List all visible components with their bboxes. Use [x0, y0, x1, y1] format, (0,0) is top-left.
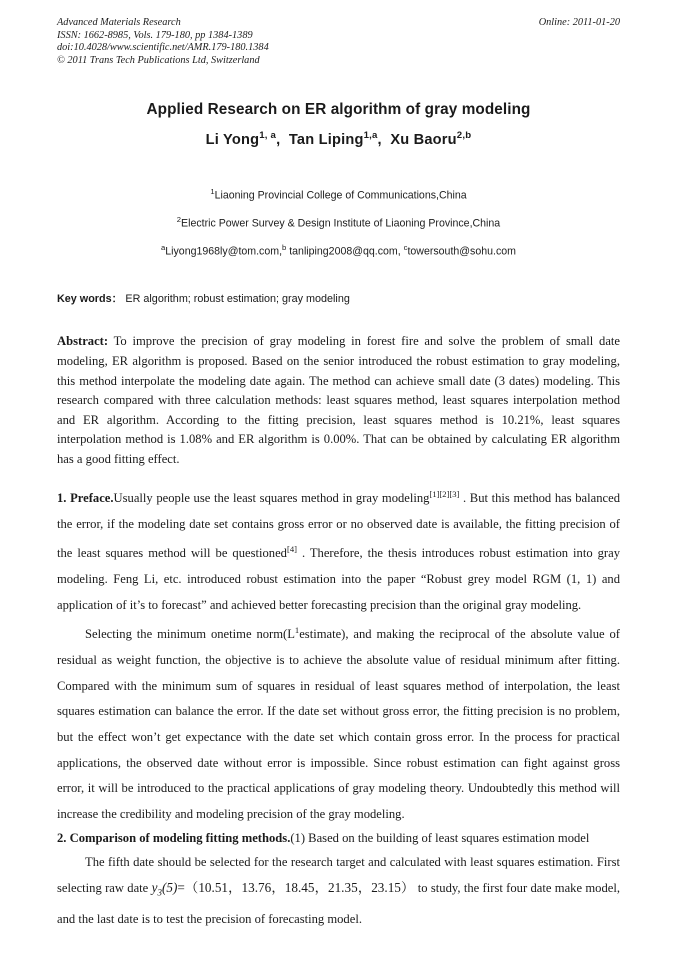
affiliation-1-text: Liaoning Provincial College of Communications,China [214, 189, 467, 202]
formula-argument: (5) [161, 880, 178, 896]
online-date: Online: 2011-01-20 [538, 17, 620, 28]
journal-copyright: © 2011 Trans Tech Publications Ltd, Switzerland [57, 54, 260, 66]
author-1-name: Li Yong [205, 132, 260, 149]
citation-1-2-3: [1][2][3] [429, 489, 460, 500]
affiliations-block [57, 180, 620, 264]
paper-title: Applied Research on ER algorithm of gray modeling [146, 101, 531, 119]
formula-y3-5 [151, 880, 415, 898]
preface-text-3: . Therefore, the thesis introduces robust estimation into gray modeling. Feng Li, etc. introduced robust estimation into the paper “Robust grey model RGM (1, 1) and application of it’s to forecast” and achieved better forecasting precision than the original gray modeling. [57, 546, 620, 612]
selecting-text-2: estimate), and making the reciprocal of the absolute value of residual as weight function, the objective is to achieve the absolute value of residual minimum after fitting. Compared with the minimum sum of squares in residual of least squares method of interpolation, the least squares estimation can balance the error. If the date set without gross error, the fitting precision is no problem, but the effect won’t get expectance with the date set which contain gross error. In the process for practical applications, the observed date without error is impossible. Since robust estimation can fight against gross error, it will be introduced to the practical applications of gray modeling theory. Undoubtedly this method will increase the credibility and modeling precision of the gray modeling. [57, 627, 621, 821]
l-norm-superscript: 1 [294, 625, 300, 636]
author-2-superscript: 1,a [363, 130, 378, 142]
affiliation-2-marker: 2 [176, 215, 182, 225]
fifth-date-text-2: to study, the first four date make model, and the last date is to test the precision of forecasting model. [57, 881, 621, 926]
email-c[interactable]: towersouth@sohu.com [407, 245, 516, 258]
journal-issn: ISSN: 1662-8985, Vols. 179-180, pp 1384-1389 [57, 29, 253, 41]
abstract-text: To improve the precision of gray modeling in forest fire and solve the problem of small date modeling, ER algorithm is proposed. Based on the senior introduced the robust estimation to gray modeling, this method interpolate the modeling date again. The method can achieve small date (3 dates) modeling. This research compared with three calculation methods: least squares method, least squares interpolation method and ER algorithm. According to the fitting precision, least squares method is 10.21%, least squares interpolation method is 1.08% and ER algorithm is 0.00%. That can be obtained by calculating ER algorithm has a good fitting effect. [57, 334, 620, 466]
author-emails [57, 236, 620, 264]
email-c-marker: c [403, 243, 408, 253]
preface-heading: 1. Preface. [57, 491, 114, 506]
citation-4: [4] [286, 544, 297, 555]
formula-equals: = [177, 880, 185, 896]
email-a[interactable]: Liyong1968ly@tom.com, [165, 245, 283, 258]
title-block [57, 100, 620, 150]
author-separator-2: , [377, 132, 382, 149]
section2-paragraph [57, 827, 620, 849]
keywords-label: Key words： [57, 293, 123, 306]
author-3-superscript: 2,b [456, 130, 472, 142]
formula-values: （10.51，13.76，18.45，21.35，23.15） [184, 880, 415, 896]
author-2-name: Tan Liping [288, 132, 364, 149]
author-list [57, 126, 620, 150]
selecting-text-1: Selecting the minimum onetime norm(L [85, 627, 295, 642]
journal-header [57, 17, 620, 67]
abstract-label: Abstract: [57, 334, 109, 349]
affiliation-2 [57, 208, 620, 236]
email-b[interactable]: tanliping2008@qq.com, [289, 245, 401, 258]
author-3-name: Xu Baoru [390, 132, 457, 149]
fifth-date-text-1: The fifth date should be selected for the research target and calculated with least squares estimation. First selecting raw date [57, 854, 620, 896]
section2-heading: 2. Comparison of modeling fitting methods. [57, 831, 291, 846]
journal-doi: doi:10.4028/www.scientific.net/AMR.179-180.1384 [57, 42, 269, 54]
abstract-paragraph [57, 332, 620, 469]
section2-text: (1) Based on the building of least squares estimation model [290, 831, 590, 846]
keywords-value: ER algorithm; robust estimation; gray modeling [125, 293, 350, 306]
preface-text-1: Usually people use the least squares method in gray modeling [113, 491, 430, 506]
email-a-marker: a [161, 243, 166, 253]
affiliation-1-marker: 1 [210, 187, 215, 197]
preface-paragraph [57, 482, 620, 618]
affiliation-2-text: Electric Power Survey & Design Institute of Liaoning Province,China [181, 217, 501, 230]
fifth-date-paragraph [57, 850, 620, 932]
formula-variable: y [151, 880, 158, 896]
journal-name: Advanced Materials Research [57, 17, 181, 28]
author-1-superscript: 1, a [259, 130, 277, 142]
email-b-marker: b [282, 243, 287, 253]
formula-subscript: 3 [157, 888, 162, 898]
selecting-paragraph [57, 618, 620, 827]
affiliation-1 [57, 180, 620, 208]
preface-text-2: . But this method has balanced the error, if the modeling date set contains gross error or no observed date is available, the fitting precision of the least squares method will be questioned [57, 491, 621, 561]
keywords-line [57, 291, 620, 307]
author-separator-1: , [276, 132, 281, 149]
